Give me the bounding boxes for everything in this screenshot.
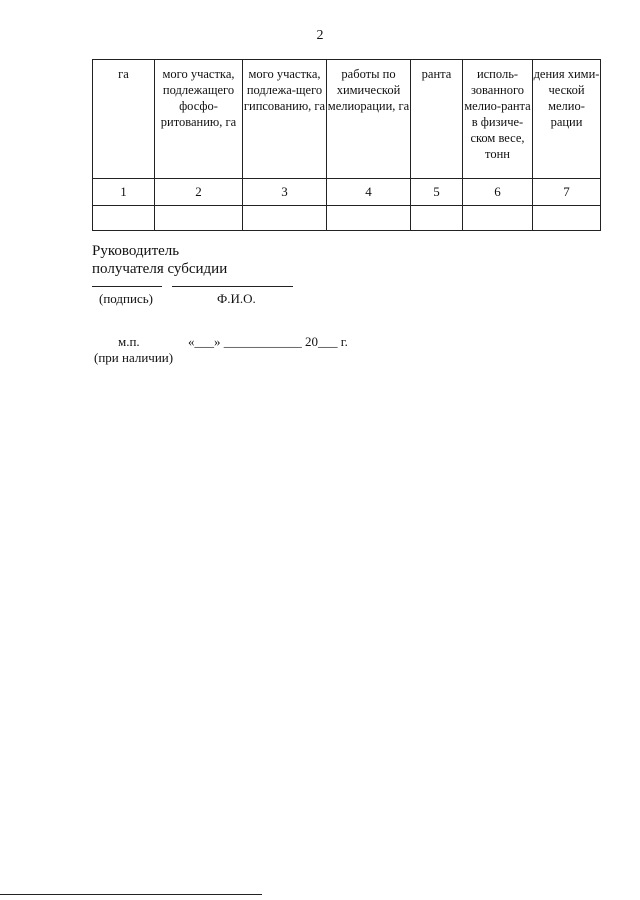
data-cell[interactable]	[463, 206, 533, 231]
data-cell[interactable]	[533, 206, 601, 231]
name-label: Ф.И.О.	[217, 291, 256, 306]
column-number-7: 7	[533, 179, 601, 206]
footer-rule	[0, 894, 262, 895]
table-row	[93, 206, 601, 231]
page-number: 2	[316, 28, 324, 43]
column-number-1: 1	[93, 179, 155, 206]
column-number-2: 2	[155, 179, 243, 206]
date-line[interactable]: «___» ____________ 20___ г.	[188, 334, 348, 349]
header-cell-1: га	[93, 60, 155, 179]
header-cell-2: мого участка, подлежащего фосфо-ритованию, га	[155, 60, 243, 179]
header-cell-7: дения хими-ческой мелио-рации	[533, 60, 601, 179]
header-cell-3: мого участка, подлежа-щего гипсованию, га	[243, 60, 327, 179]
table-header-row	[93, 60, 601, 179]
data-cell[interactable]	[243, 206, 327, 231]
mp-label: м.п.	[118, 334, 140, 349]
column-number-6: 6	[463, 179, 533, 206]
mp-note: (при наличии)	[94, 350, 174, 365]
data-cell[interactable]	[411, 206, 463, 231]
table-column-numbers-row	[93, 179, 601, 206]
signer-title-line1: Руководитель	[92, 243, 180, 259]
signer-title-line2: получателя субсидии	[92, 261, 228, 277]
subsidy-table	[92, 59, 601, 231]
column-number-3: 3	[243, 179, 327, 206]
column-number-4: 4	[327, 179, 411, 206]
header-cell-5: ранта	[411, 60, 463, 179]
signer-block	[92, 242, 227, 278]
signature-line[interactable]	[92, 286, 162, 287]
signature-label: (подпись)	[99, 291, 153, 306]
name-line[interactable]	[172, 286, 293, 287]
data-cell[interactable]	[155, 206, 243, 231]
data-cell[interactable]	[327, 206, 411, 231]
column-number-5: 5	[411, 179, 463, 206]
header-cell-6: исполь-зованного мелио-ранта в физиче-ском весе, тонн	[463, 60, 533, 179]
header-cell-4: работы по химической мелиорации, га	[327, 60, 411, 179]
data-cell[interactable]	[93, 206, 155, 231]
